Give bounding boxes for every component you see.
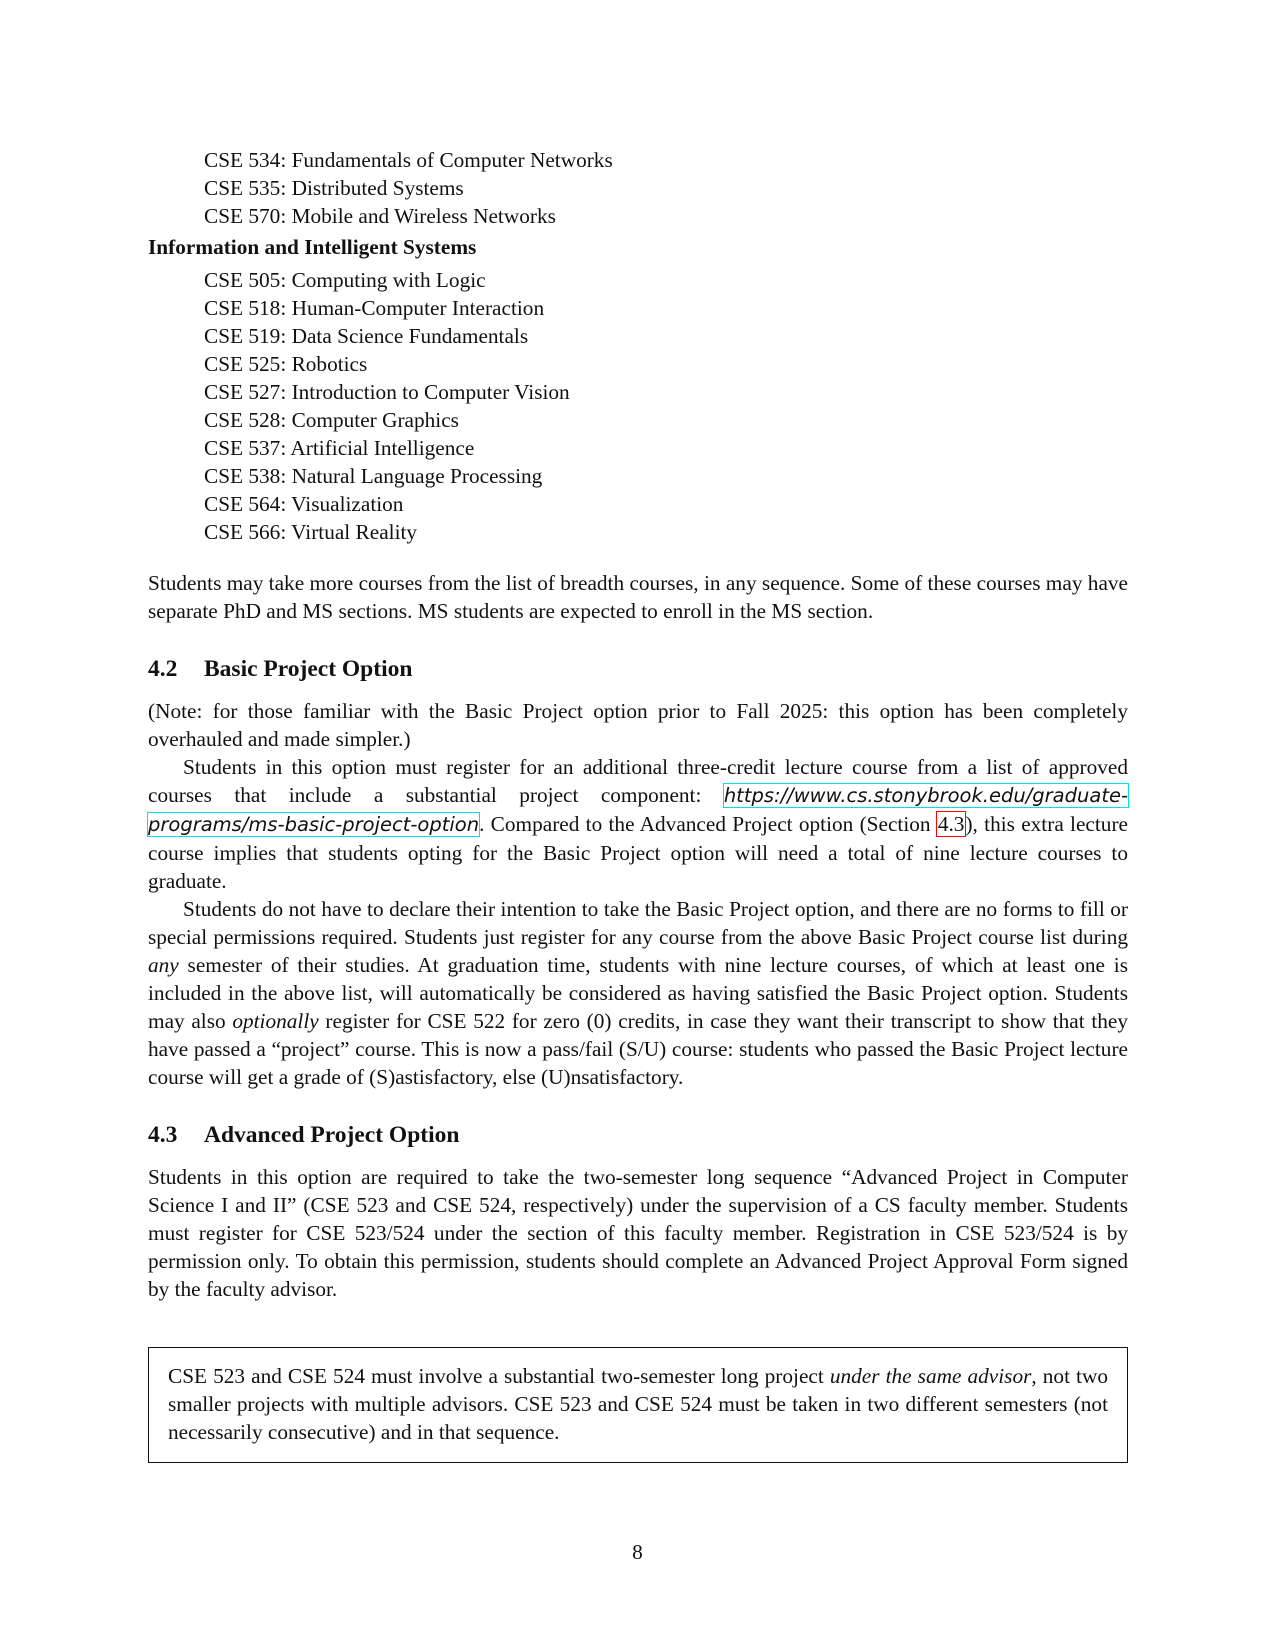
text-run: Students do not have to declare their intention to take the Basic Project option, and there are no forms to fill or special permissions required. Students just register for any course from the above Basic Project course list during (148, 897, 1128, 949)
text-run: register for CSE 522 for zero (0) credits, in case they want their transcript to show that they have passed a “project” course. This is now a pass/fail (S/U) course: students who passed the Basic Project lecture course will get a grade of (S)astisfactory, else (U)nsatisfactory. (148, 1009, 1128, 1089)
course-item: CSE 566: Virtual Reality (204, 520, 418, 544)
text-run: Students in this option must register for an additional three-credit lecture course from a list of approved courses that include a substantial project component: (148, 755, 1128, 807)
course-item: CSE 564: Visualization (204, 492, 404, 516)
advisor-note-box (148, 1347, 1128, 1463)
section-title: Advanced Project Option (204, 1122, 460, 1148)
text-run: CSE 523 and CSE 524 must involve a substantial two-semester long project (168, 1364, 830, 1388)
section-heading-4-2 (148, 655, 1128, 683)
networking-course-list (148, 146, 1128, 230)
course-item: CSE 570: Mobile and Wireless Networks (204, 204, 556, 228)
course-item: CSE 528: Computer Graphics (204, 408, 459, 432)
emphasis: under the same advisor (829, 1364, 1032, 1388)
note-paragraph: (Note: for those familiar with the Basic Project option prior to Fall 2025: this option has been completely overhauled and made simpler.) (148, 699, 1128, 751)
course-item: CSE 537: Artificial Intelligence (204, 436, 475, 460)
section-number: 4.3 (148, 1122, 178, 1148)
text-run: semester of their studies. At graduation time, students with nine lecture courses, of which at least one is included in the above list, will automatically be considered as having satisfied the Basic Project option. Students may also (148, 953, 1128, 1033)
course-item: CSE 525: Robotics (204, 352, 368, 376)
section-title: Basic Project Option (204, 656, 413, 682)
course-item: CSE 527: Introduction to Computer Vision (204, 380, 570, 404)
breadth-paragraph: Students may take more courses from the list of breadth courses, in any sequence. Some of these courses may have separate PhD and MS sections. MS students are expected to enroll in the MS section. (148, 571, 1128, 623)
course-item: CSE 535: Distributed Systems (204, 176, 464, 200)
info-systems-course-list (148, 266, 1128, 546)
basic-project-paragraph-1 (148, 753, 1128, 895)
course-item: CSE 538: Natural Language Processing (204, 464, 543, 488)
page-number: 8 (632, 1540, 643, 1564)
emphasis: optionally (232, 1009, 319, 1033)
course-item: CSE 534: Fundamentals of Computer Networks (204, 148, 613, 172)
text-run: . Compared to the Advanced Project option (Section (479, 812, 937, 836)
course-item: CSE 518: Human-Computer Interaction (204, 296, 545, 320)
course-item: CSE 505: Computing with Logic (204, 268, 486, 292)
emphasis: any (148, 953, 179, 977)
advisor-note-text (168, 1362, 1108, 1446)
advanced-project-paragraph: Students in this option are required to take the two-semester long sequence “Advanced Project in Computer Science I and II” (CSE 523 and CSE 524, respectively) under the supervision of a CS faculty member. Students must register for CSE 523/524 under the section of this faculty member. Registration in CSE 523/524 is by permission only. To obtain this permission, students should complete an Advanced Project Approval Form signed by the faculty advisor. (148, 1165, 1128, 1301)
document-page (148, 146, 1128, 1463)
info-systems-heading: Information and Intelligent Systems (148, 235, 477, 259)
text-run: , not two smaller projects with multiple advisors. CSE 523 and CSE 524 must be taken in two different semesters (not necessarily consecutive) and in that sequence. (168, 1364, 1108, 1444)
basic-project-paragraph-2 (148, 895, 1128, 1091)
section-ref-link[interactable]: 4.3 (937, 812, 965, 836)
course-item: CSE 519: Data Science Fundamentals (204, 324, 529, 348)
section-heading-4-3 (148, 1121, 1128, 1149)
basic-project-link[interactable]: https://www.cs.stonybrook.edu/graduate-programs/ms-basic-project-option (148, 784, 1128, 836)
text-run: ), this extra lecture course implies that students opting for the Basic Project option will need a total of nine lecture courses to graduate. (148, 812, 1128, 893)
section-number: 4.2 (148, 656, 178, 682)
